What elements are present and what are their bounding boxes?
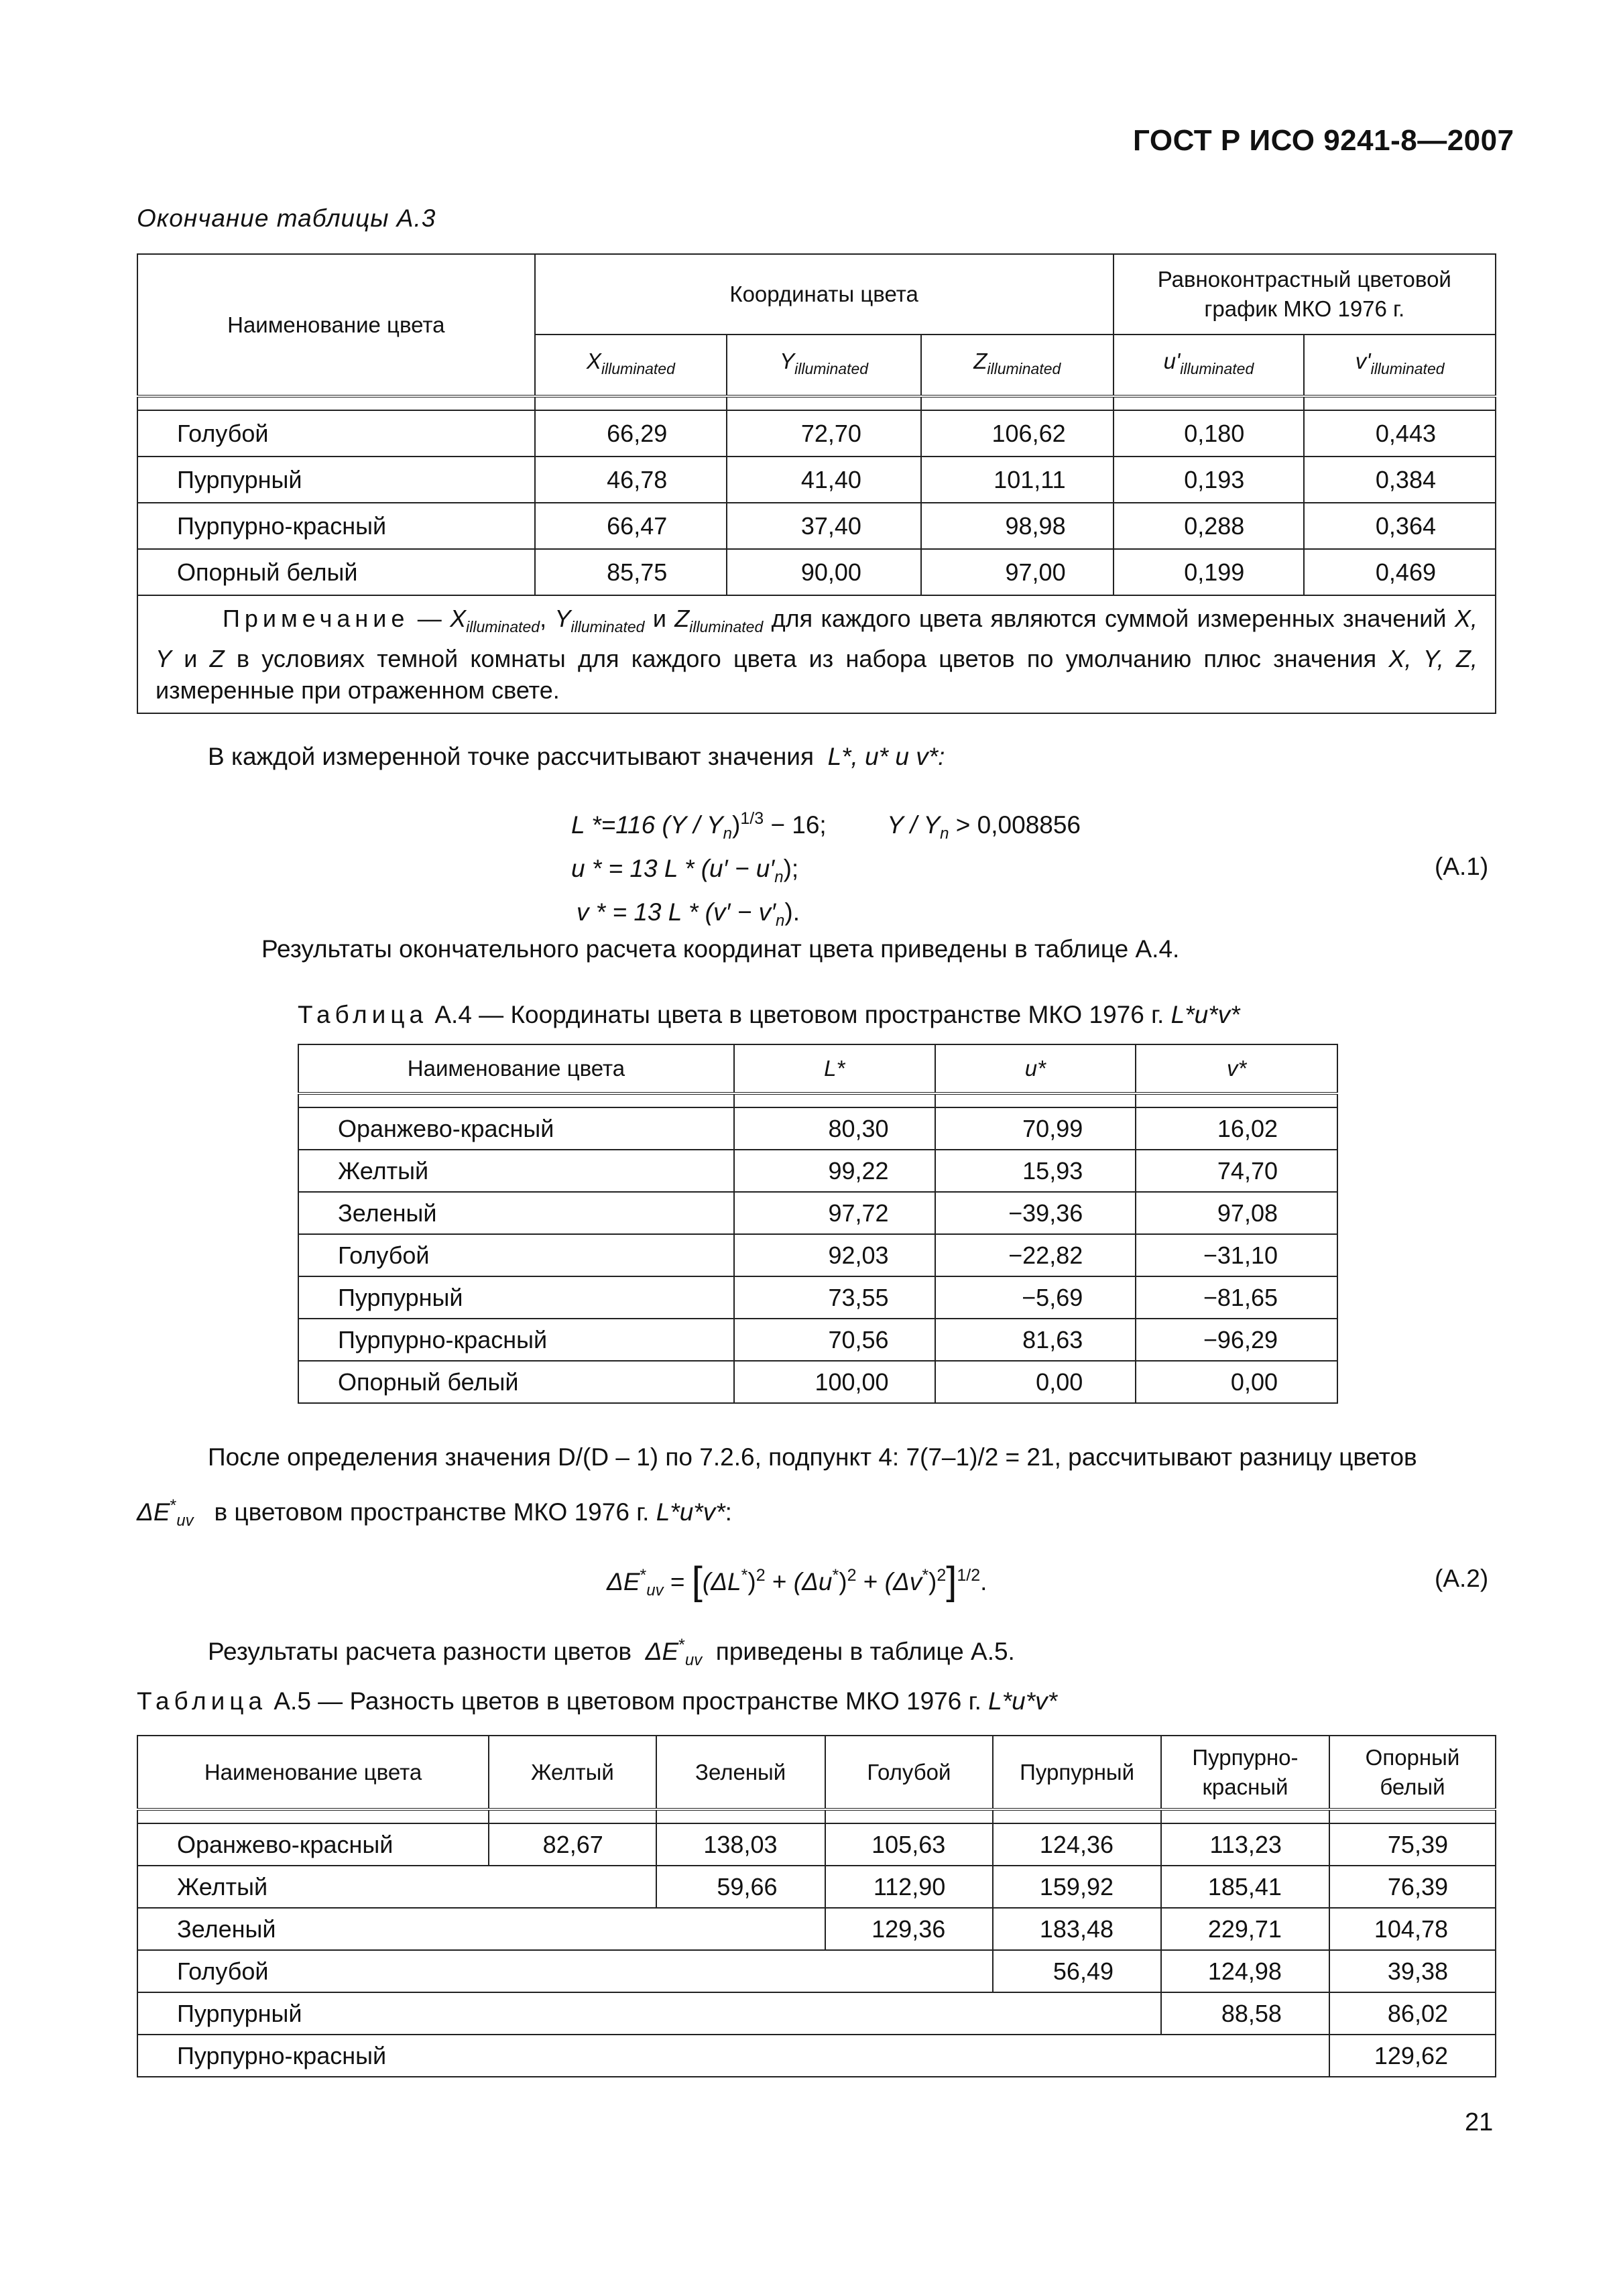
paragraph-results-a5: Результаты расчета разности цветов $\Delta E^*_{uv}$ приведены в таблице А.5. xyxy=(208,1636,1015,1669)
page-number: 21 xyxy=(1465,2108,1494,2136)
table-a4-col-v: v* xyxy=(1136,1044,1337,1093)
table-a3-col-u: $u'_{illuminated}$ xyxy=(1114,335,1305,396)
table-a3-continuation-caption: Окончание таблицы А.3 xyxy=(137,204,436,232)
formula-a1-line-3: v * = 13 $L * (v' - v'_n)$. xyxy=(577,898,800,930)
table-a3-col-z: $Z_{illuminated}$ xyxy=(921,335,1114,396)
formula-a1-number: (А.1) xyxy=(1435,853,1489,880)
table-row: Пурпурно-красный 129,62 xyxy=(137,2035,1496,2077)
table-a4-caption: Таблица А.4 — Координаты цвета в цветовом пространстве МКО 1976 г. L*u*v* xyxy=(298,1001,1240,1028)
table-a5-col-0: Желтый xyxy=(489,1736,656,1809)
table-row: Пурпурный 46,78 41,40 101,11 0,193 0,384 xyxy=(137,457,1496,503)
table-a4-col-l: L* xyxy=(734,1044,935,1093)
paragraph-delta-line: $\Delta E^*_{uv}$ в цветовом пространстве МКО 1976 г. L*u*v*: xyxy=(137,1496,732,1530)
table-a3-col-y: $Y_{illuminated}$ xyxy=(727,335,921,396)
table-row: Пурпурный 73,55 −5,69 −81,65 xyxy=(298,1276,1337,1319)
table-row: Пурпурный 88,58 86,02 xyxy=(137,1992,1496,2035)
table-a5-col-1: Зеленый xyxy=(656,1736,825,1809)
table-a5-caption: Таблица А.5 — Разность цветов в цветовом пространстве МКО 1976 г. L*u*v* xyxy=(137,1687,1058,1715)
table-row: Голубой 66,29 72,70 106,62 0,180 0,443 xyxy=(137,410,1496,457)
table-a5-col-2: Голубой xyxy=(825,1736,994,1809)
table-a3-note: Примечание — $X_{illuminated}$, $Y_{illuminated}$ и $Z_{illuminated}$ для каждого цвета являются суммой измеренных значений X, Y и Z в условиях темной комнаты для каждого цвета из набора цветов по умолчанию плюс значения X, Y, Z, измеренные при отраженном свете. xyxy=(137,595,1496,713)
table-a5-col-5: Опорный белый xyxy=(1329,1736,1496,1809)
table-row: Зеленый 97,72 −39,36 97,08 xyxy=(298,1192,1337,1234)
paragraph-compute-values: В каждой измеренной точке рассчитывают значения L*, u* u v*: xyxy=(208,743,945,770)
table-a3-group-graph: Равноконтрастный цветовой график МКО 1976 г. xyxy=(1114,254,1496,335)
formula-a2-number: (А.2) xyxy=(1435,1565,1489,1592)
table-a5 xyxy=(137,1735,1496,2077)
table-row: Желтый 99,22 15,93 74,70 xyxy=(298,1150,1337,1192)
formula-a1-line-2: u * = 13 $L * (u' - u'_n)$; xyxy=(571,855,799,886)
table-row: Пурпурно-красный 70,56 81,63 −96,29 xyxy=(298,1319,1337,1361)
table-a3 xyxy=(137,253,1496,714)
table-row: Оранжево-красный 80,30 70,99 16,02 xyxy=(298,1107,1337,1150)
table-a4-col-name: Наименование цвета xyxy=(298,1044,734,1093)
document-code: ГОСТ Р ИСО 9241-8—2007 xyxy=(1133,124,1514,157)
table-row: Оранжево-красный 82,67 138,03 105,63 124,36 113,23 75,39 xyxy=(137,1823,1496,1866)
table-a3-col-name: Наименование цвета xyxy=(137,254,535,396)
table-row: Пурпурно-красный 66,47 37,40 98,98 0,288 0,364 xyxy=(137,503,1496,549)
table-a5-col-name: Наименование цвета xyxy=(137,1736,489,1809)
table-a3-col-x: $X_{illuminated}$ xyxy=(535,335,727,396)
table-row: Голубой 92,03 −22,82 −31,10 xyxy=(298,1234,1337,1276)
formula-a1-line-1: L *=116 $(Y / Y_n)^{1/3} - 16$; $Y / Y_n > 0,008856$ xyxy=(571,809,1081,843)
table-row: Зеленый 129,36 183,48 229,71 104,78 xyxy=(137,1908,1496,1950)
table-row: Опорный белый 100,00 0,00 0,00 xyxy=(298,1361,1337,1403)
table-row: Желтый 59,66 112,90 159,92 185,41 76,39 xyxy=(137,1866,1496,1908)
table-a5-col-4: Пурпурно-красный xyxy=(1161,1736,1329,1809)
table-a3-group-coords: Координаты цвета xyxy=(535,254,1114,335)
table-row: Голубой 56,49 124,98 39,38 xyxy=(137,1950,1496,1992)
formula-a2: $\Delta E^*_{uv} = [(\Delta L^*)^2 + (\Delta u^*)^2 + (\Delta v^*)^2]^{1/2}$. xyxy=(607,1559,987,1603)
table-row: Опорный белый 85,75 90,00 97,00 0,199 0,469 xyxy=(137,549,1496,595)
table-a3-col-v: $v'_{illuminated}$ xyxy=(1304,335,1496,396)
paragraph-results-a4: Результаты окончательного расчета координат цвета приведены в таблице А.4. xyxy=(261,935,1180,963)
table-a4 xyxy=(298,1044,1338,1404)
table-a4-col-u: u* xyxy=(935,1044,1136,1093)
table-a5-col-3: Пурпурный xyxy=(993,1736,1161,1809)
formula-a1 xyxy=(571,801,1081,939)
paragraph-after-determination: После определения значения D/(D – 1) по 7.2.6, подпункт 4: 7(7–1)/2 = 21, рассчитывают разницу цветов xyxy=(208,1443,1417,1471)
table-a3-note-row xyxy=(137,595,1496,713)
